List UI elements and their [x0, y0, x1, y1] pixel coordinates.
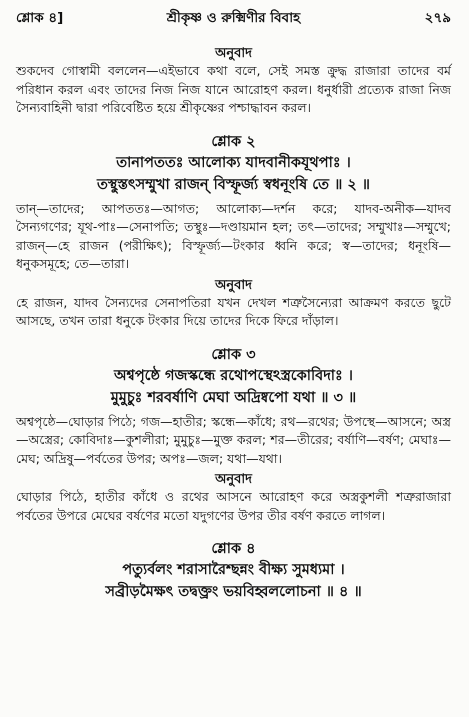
text-paragraph: শুকদেব গোস্বামী বললেন—এইভাবে কথা বলে, সেই সমস্ত ক্রুদ্ধ রাজারা তাদের বর্ম পরিধান করল এবং তাদের নিজ নিজ যানে আরোহণ করল। ধনুর্ধারী প্রত্যেক রাজা নিজ সৈন্যবাহিনী দ্বারা পরিবেষ্টিত হয়ে শ্রীকৃষ্ণের পশ্চাদ্ধাবন করল। — [16, 63, 451, 115]
verse-line: পত্যুর্বলং শরাসারৈশ্ছন্নং বীক্ষ্য সুমধ্যমা । — [122, 562, 345, 578]
verse-line: তস্থুস্তৎসম্মুখা রাজন্ বিস্ফূর্জ্য স্বধনূংষি তে ॥ ২ ॥ — [97, 176, 370, 193]
text-paragraph: হে রাজন, যাদব সৈন্যদের সেনাপতিরা যখন দেখল শত্রুসৈন্যেরা আক্রমণ করতে ছুটে আসছে, তখন তারা ধনুকে টংকার দিয়ে তাদের দিকে ফিরে দাঁড়াল। — [16, 294, 451, 328]
spacer — [16, 118, 451, 132]
translation-heading: অনুবাদ — [215, 277, 252, 293]
sloka-heading: শ্লোক ৪ — [211, 541, 256, 557]
header-page-number: ২৭৯ — [424, 10, 451, 26]
header-chapter-title: শ্রীকৃষ্ণ ও রুক্মিণীর বিবাহ — [166, 10, 301, 26]
spacer — [16, 331, 451, 345]
translation-heading: অনুবাদ — [215, 46, 252, 61]
text-paragraph: তান্—তাদের; আপততঃ—আগত; আলোক্য—দর্শন করে; যাদব-অনীক—যাদব সৈন্যগণের; যূথ-পাঃ—সেনাপতি; তস্থুঃ—দণ্ডায়মান হল; তৎ—তাদের; সম্মুখাঃ—সম্মুখে; রাজন্—হে রাজন (পরীক্ষিৎ); বিস্ফূর্জ্য—টংকার ধ্বনি করে; স্ব—তাদের; ধনূংষি—ধনুকসমূহে; তে—তারা। — [16, 200, 451, 271]
verse-line: অশ্বপৃষ্ঠে গজস্কন্ধে রথোপস্থেঽস্ত্রকোবিদাঃ । — [114, 367, 353, 384]
verse-line: মুমুচুঃ শরবর্ষাণি মেঘা অদ্রিষ্বপো যথা ॥ ৩ ॥ — [110, 389, 357, 406]
sloka-heading: শ্লোক ৩ — [211, 346, 256, 363]
text-paragraph: অশ্বপৃষ্ঠে—ঘোড়ার পিঠে; গজ—হাতীর; স্কন্ধে—কাঁধে; রথ—রথের; উপস্থে—আসনে; অস্ত্র—অস্ত্রের; কোবিদাঃ—কুশলীরা; মুমুচুঃ—মুক্ত করল; শর—তীরের; বর্ষাণি—বর্ষণ; মেঘাঃ—মেঘ; অদ্রিষু—পর্বতের উপর; অপঃ—জল; যথা—যথা। — [16, 413, 451, 466]
sloka-heading: শ্লোক ২ — [211, 133, 256, 150]
verse-line: সব্রীড়মৈক্ষৎ তদ্বক্ত্রং ভয়বিহ্বললোচনা ॥ ৪ ॥ — [105, 584, 362, 600]
header-verse-ref: শ্লোক ৪] — [16, 10, 64, 26]
verse-line: তানাপততঃ আলোক্য যাদবানীকযূথপাঃ । — [116, 154, 351, 171]
spacer — [16, 525, 451, 539]
translation-heading: অনুবাদ — [215, 472, 252, 487]
page-header — [16, 7, 451, 27]
text-paragraph: ঘোড়ার পিঠে, হাতীর কাঁধে ও রথের আসনে আরোহণ করে অস্ত্রকুশলী শত্রুরাজারা পর্বতের উপরে মেঘের বর্ষণের মতো যদুগণের উপর তীর বর্ষণ করতে লাগল। — [16, 489, 451, 523]
page-content — [16, 46, 451, 603]
